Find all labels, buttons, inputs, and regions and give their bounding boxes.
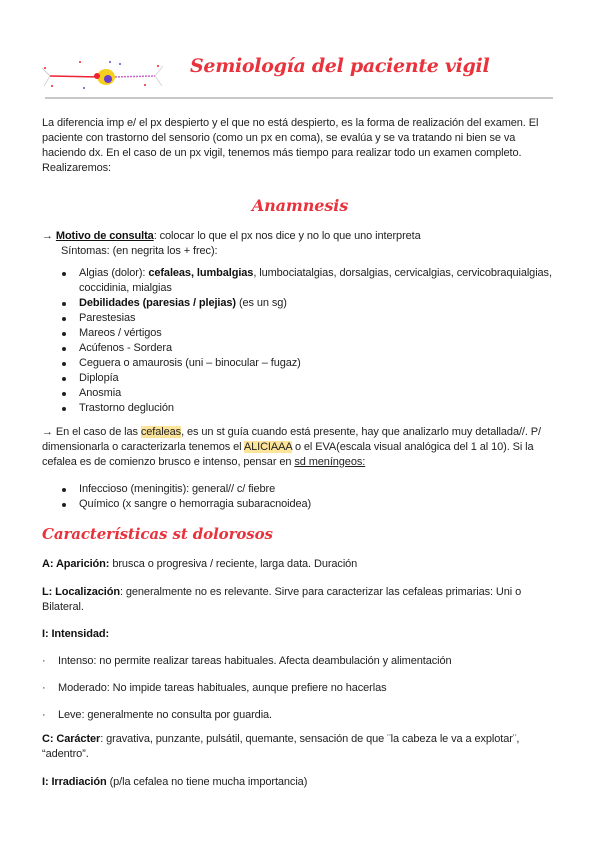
list-item: Anosmia (42, 386, 558, 401)
list-item: Algias (dolor): cefaleas, lumbalgias, lumbociatalgias, dorsalgias, cervicalgias, cervicobraquialgias, coccidinia, mialgias (42, 266, 558, 296)
motivo-label: Motivo de consulta (55, 230, 154, 242)
document-body (42, 0, 558, 790)
symptom-list (42, 266, 558, 416)
cefaleas-paragraph: → En el caso de las cefaleas, es un st guía cuando está presente, hay que analizarlo muy detallada//. P/ dimensionarla o caracterizarla tenemos el ALICIAAA o el EVA(escala visual analógica del 1 al 10). Si la cefalea es de comienzo brusco e intenso, pensar en sd meníngeos: (42, 426, 541, 468)
list-item: Mareos / vértigos (42, 326, 558, 341)
highlight-aliciaaa: ALICIAAA (243, 441, 292, 453)
aparicion: A: Aparición: brusca o progresiva / reciente, larga data. Duración (42, 558, 358, 570)
sintomas-label: Síntomas: (en negrita los + frec): (61, 245, 218, 257)
meningeos-list (42, 482, 558, 512)
list-item: Acúfenos - Sordera (42, 341, 558, 356)
list-item: Parestesias (42, 311, 558, 326)
list-item: Ceguera o amaurosis (uni – binocular – fugaz) (42, 356, 558, 371)
localizacion: L: Localización: generalmente no es relevante. Sirve para caracterizar las cefaleas primarias: Uni o Bilateral. (42, 586, 522, 613)
list-item: Químico (x sangre o hemorragia subaracnoidea) (42, 497, 558, 512)
highlight-cefaleas: cefaleas (140, 426, 182, 438)
irradiacion: I: Irradiación (p/la cefalea no tiene mucha importancia) (42, 776, 308, 788)
list-item: Infeccioso (meningitis): general// c/ fiebre (42, 482, 558, 497)
caracter: C: Carácter: gravativa, punzante, pulsátil, quemante, sensación de que ¨la cabeza le va a explotar¨, “adentro”. (42, 733, 520, 760)
list-item: Trastorno deglución (42, 401, 558, 416)
arrow-icon: → (42, 230, 53, 242)
list-item: Debilidades (paresias / plejias) (es un sg) (42, 296, 558, 311)
intensidad-item: · Moderado: No impide tareas habituales, aunque prefiere no hacerlas (42, 681, 558, 696)
intensidad-item: · Intenso: no permite realizar tareas habituales. Afecta deambulación y alimentación (42, 654, 558, 669)
intensidad-label: I: Intensidad: (42, 628, 110, 640)
motivo-consulta (42, 229, 558, 259)
motivo-text: : colocar lo que el px nos dice y no lo que uno interpreta (153, 230, 421, 242)
section-heading-anamnesis: Anamnesis (251, 196, 349, 215)
list-item: Diplopía (42, 371, 558, 386)
intro-paragraph: La diferencia imp e/ el px despierto y el que no está despierto, es la forma de realización del examen. El paciente con trastorno del sensorio (como un px en coma), se evalúa y se va tratando ni bien se va haciendo dx. En el caso de un px vigil, tenemos más tiempo para realizar todo un examen completo. Realizaremos: (42, 117, 539, 174)
section-heading-caracteristicas: Características st dolorosos (42, 525, 273, 543)
page-title: Semiología del paciente vigil (190, 55, 490, 77)
sd-meningeos-link: sd meníngeos: (294, 456, 366, 468)
intensidad-item: · Leve: generalmente no consulta por guardia. (42, 708, 558, 723)
